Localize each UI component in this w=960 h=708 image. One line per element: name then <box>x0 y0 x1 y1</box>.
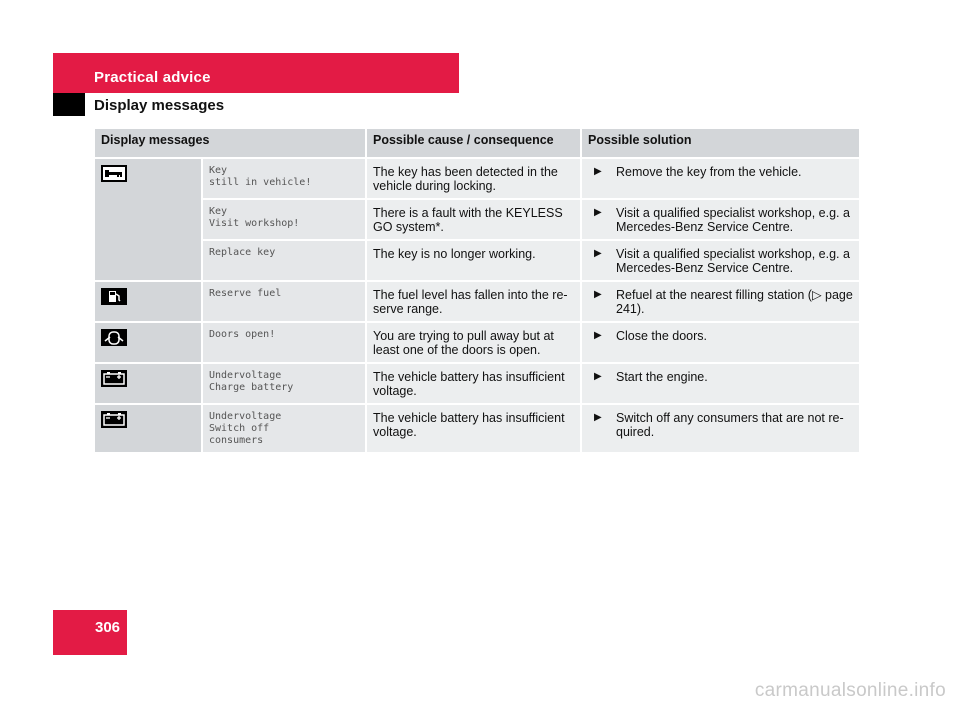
display-message: Doors open! <box>209 329 276 340</box>
solution-text: Start the engine. <box>616 370 708 384</box>
cause-text: The key has been detected in the vehicle during locking. <box>373 165 558 193</box>
column-header: Possible cause / consequence <box>366 128 581 158</box>
table-row <box>94 281 860 322</box>
table-row <box>94 199 860 240</box>
bullet-arrow-icon: ▶ <box>594 371 602 382</box>
solution-cell <box>581 363 860 404</box>
chapter-title: Practical advice <box>94 69 211 86</box>
display-message: Undervoltage Charge battery <box>209 370 294 393</box>
cause-text: There is a fault with the KEYLESS GO system*. <box>373 206 563 234</box>
battery-icon <box>101 370 127 387</box>
section-title: Display messages <box>94 97 225 114</box>
column-header: Display messages <box>94 128 366 158</box>
bullet-arrow-icon: ▶ <box>594 248 602 259</box>
fuel-pump-icon <box>101 288 127 305</box>
solution-cell <box>581 322 860 363</box>
cause-text: The fuel level has fallen into the re-serve range. <box>373 288 568 316</box>
watermark: carmanualsonline.info <box>754 680 946 701</box>
message-cell <box>202 322 366 363</box>
solution-text: Refuel at the nearest filling station (▷ page 241). <box>616 288 853 316</box>
solution-text: Close the doors. <box>616 329 708 343</box>
cause-text: The vehicle battery has insufficient voltage. <box>373 411 565 439</box>
table-row <box>94 322 860 363</box>
cause-cell <box>366 199 581 240</box>
display-message: Key still in vehicle! <box>209 165 312 188</box>
message-cell <box>202 240 366 281</box>
display-message: Key Visit workshop! <box>209 206 300 229</box>
solution-text: Switch off any consumers that are not re-quired. <box>616 411 844 439</box>
cause-text: You are trying to pull away but at least one of the doors is open. <box>373 329 554 357</box>
icon-cell <box>94 363 202 404</box>
section-marker <box>53 93 85 116</box>
display-message: Replace key <box>209 247 276 258</box>
icon-cell <box>94 322 202 363</box>
key-icon <box>101 165 127 182</box>
table-row <box>94 363 860 404</box>
cause-cell <box>366 404 581 453</box>
page-number: 306 <box>95 619 121 636</box>
solution-cell <box>581 158 860 199</box>
solution-cell <box>581 404 860 453</box>
message-cell <box>202 199 366 240</box>
solution-cell <box>581 281 860 322</box>
icon-cell <box>94 281 202 322</box>
bullet-arrow-icon: ▶ <box>594 412 602 423</box>
icon-cell <box>94 158 202 281</box>
solution-text: Visit a qualified specialist workshop, e.g. a Mercedes-Benz Service Centre. <box>616 247 850 275</box>
column-header: Possible solution <box>581 128 860 158</box>
cause-cell <box>366 363 581 404</box>
battery-icon <box>101 411 127 428</box>
icon-cell <box>94 404 202 453</box>
table-row <box>94 404 860 453</box>
display-messages-table <box>93 127 861 454</box>
solution-text: Visit a qualified specialist workshop, e.g. a Mercedes-Benz Service Centre. <box>616 206 850 234</box>
bullet-arrow-icon: ▶ <box>594 166 602 177</box>
bullet-arrow-icon: ▶ <box>594 207 602 218</box>
display-message: Reserve fuel <box>209 288 282 299</box>
table-row <box>94 158 860 199</box>
cause-cell <box>366 240 581 281</box>
cause-text: The vehicle battery has insufficient voltage. <box>373 370 565 398</box>
cause-text: The key is no longer working. <box>373 247 536 261</box>
bullet-arrow-icon: ▶ <box>594 289 602 300</box>
cause-cell <box>366 322 581 363</box>
door-open-icon <box>101 329 127 346</box>
table-header-row <box>94 128 860 158</box>
solution-text: Remove the key from the vehicle. <box>616 165 802 179</box>
message-cell <box>202 404 366 453</box>
message-cell <box>202 363 366 404</box>
cause-cell <box>366 281 581 322</box>
message-cell <box>202 158 366 199</box>
message-cell <box>202 281 366 322</box>
solution-cell <box>581 199 860 240</box>
solution-cell <box>581 240 860 281</box>
bullet-arrow-icon: ▶ <box>594 330 602 341</box>
display-message: Undervoltage Switch off consumers <box>209 411 282 446</box>
cause-cell <box>366 158 581 199</box>
table-row <box>94 240 860 281</box>
